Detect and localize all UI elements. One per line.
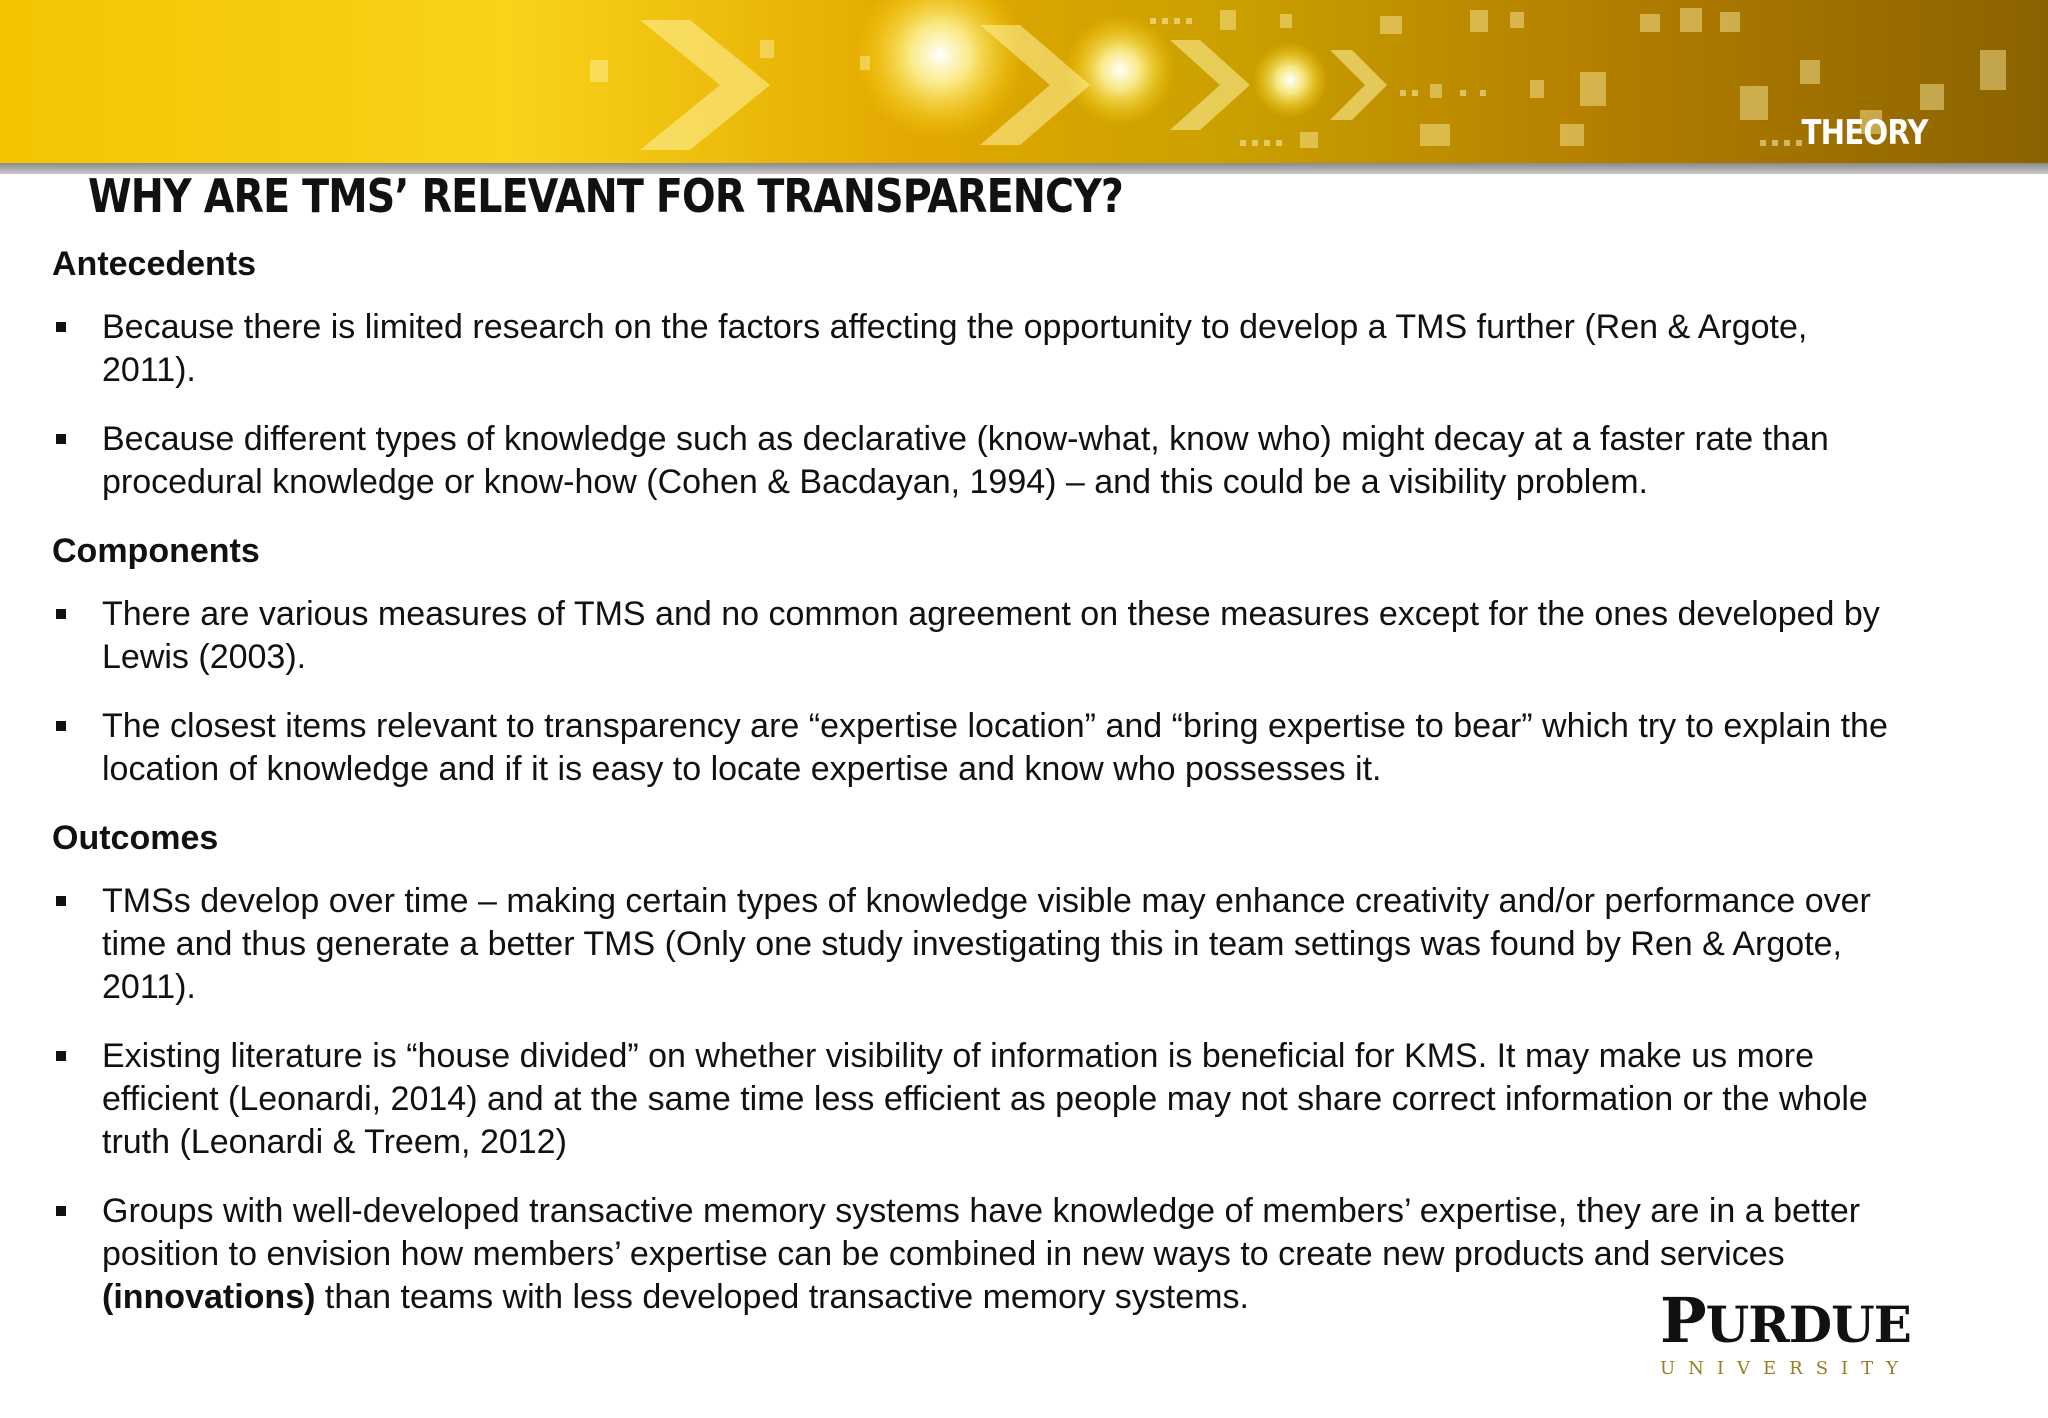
slide-content bbox=[52, 243, 1892, 1345]
list-item bbox=[52, 1035, 1892, 1164]
logo-rest: URDUE bbox=[1705, 1295, 1911, 1354]
section-heading-components: Components bbox=[52, 532, 260, 570]
bullet-icon bbox=[56, 1051, 66, 1061]
list-item-text: The closest items relevant to transparency are “expertise location” and “bring expertise to bear” which try to explain the location of knowledge and if it is easy to locate expertise and know who possesses it. bbox=[102, 707, 1888, 788]
list-item bbox=[52, 880, 1892, 1009]
bullet-icon bbox=[56, 721, 66, 731]
list-item-text: Because there is limited research on the factors affecting the opportunity to develop a TMS further (Ren & Argote, 2011). bbox=[102, 308, 1808, 389]
list-item-text: Existing literature is “house divided” on whether visibility of information is beneficial for KMS. It may make us more efficient (Leonardi, 2014) and at the same time less efficient as people may not share correct information or the whole truth (Leonardi & Treem, 2012) bbox=[102, 1037, 1868, 1161]
components-list bbox=[52, 593, 1892, 791]
list-item bbox=[52, 306, 1892, 392]
list-item-emphasis: (innovations) bbox=[102, 1278, 316, 1316]
header-banner bbox=[0, 0, 2048, 168]
section-tag: THEORY bbox=[1801, 113, 1928, 153]
list-item bbox=[52, 418, 1892, 504]
antecedents-list bbox=[52, 306, 1892, 504]
list-item-text: Because different types of knowledge such as declarative (know-what, know who) might decay at a faster rate than procedural knowledge or know-how (Cohen & Bacdayan, 1994) – and this could be a visibility problem. bbox=[102, 420, 1829, 501]
banner-decoration bbox=[0, 0, 2048, 168]
slide-title: WHY ARE TMS’ RELEVANT FOR TRANSPARENCY? bbox=[88, 169, 1124, 223]
section-heading-outcomes: Outcomes bbox=[52, 819, 219, 857]
list-item-text-before: Groups with well-developed transactive memory systems have knowledge of members’ expertise, they are in a better position to envision how members’ expertise can be combined in new ways to create new products and services bbox=[102, 1192, 1861, 1273]
section-heading-antecedents: Antecedents bbox=[52, 245, 257, 283]
purdue-logo bbox=[1660, 1284, 1912, 1379]
logo-subtitle: UNIVERSITY bbox=[1660, 1358, 1912, 1379]
bullet-icon bbox=[56, 322, 66, 332]
list-item-text: There are various measures of TMS and no common agreement on these measures except for the ones developed by Lewis (2003). bbox=[102, 595, 1880, 676]
list-item bbox=[52, 705, 1892, 791]
bullet-icon bbox=[56, 896, 66, 906]
bullet-icon bbox=[56, 434, 66, 444]
bullet-icon bbox=[56, 1206, 66, 1216]
list-item-text-after: than teams with less developed transactive memory systems. bbox=[315, 1278, 1249, 1316]
logo-wordmark bbox=[1660, 1284, 1911, 1358]
list-item bbox=[52, 593, 1892, 679]
bullet-icon bbox=[56, 609, 66, 619]
list-item-text: TMSs develop over time – making certain types of knowledge visible may enhance creativity and/or performance over time and thus generate a better TMS (Only one study investigating this in team settings was found by Ren & Argote, 2011). bbox=[102, 882, 1871, 1006]
list-item bbox=[52, 1190, 1892, 1319]
outcomes-list bbox=[52, 880, 1892, 1319]
logo-initial: P bbox=[1660, 1284, 1706, 1357]
